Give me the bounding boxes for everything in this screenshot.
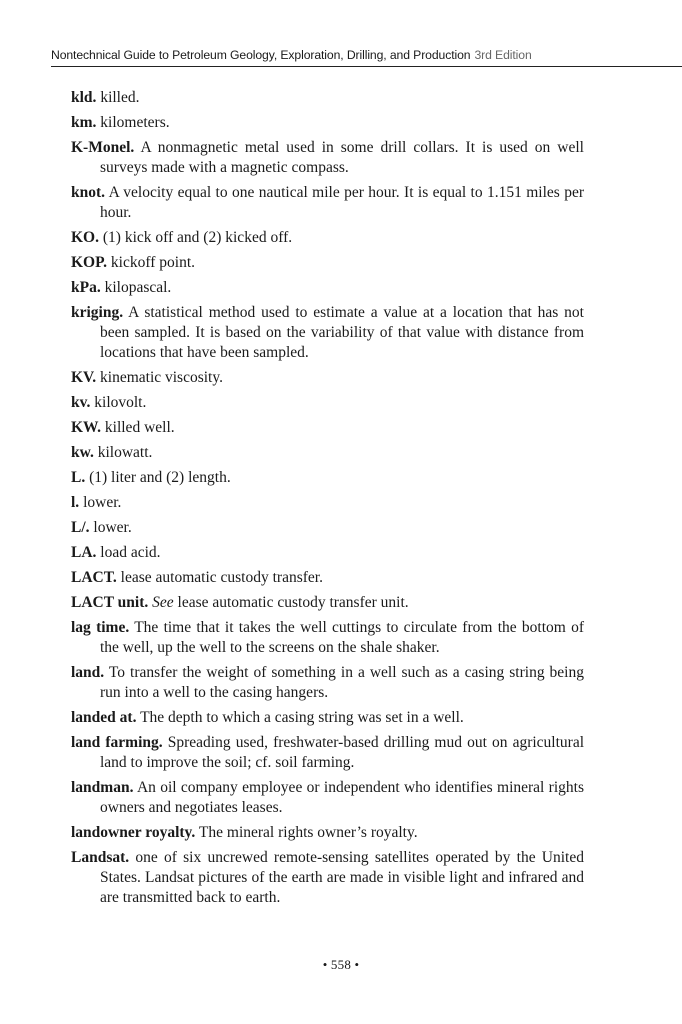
entry-definition: lower. <box>93 519 132 536</box>
entry-term: land farming. <box>71 734 163 751</box>
entry-term: land. <box>71 664 105 681</box>
book-title: Nontechnical Guide to Petroleum Geology, Exploration, Drilling, and Production <box>51 48 471 62</box>
entry-term: kriging. <box>71 304 124 321</box>
glossary-entry <box>71 778 584 818</box>
entry-definition: The depth to which a casing string was set in a well. <box>140 709 464 726</box>
entry-term: km. <box>71 114 97 131</box>
glossary-entry <box>71 183 584 223</box>
running-header <box>51 46 682 67</box>
glossary-entry <box>71 303 584 363</box>
entry-term: kld. <box>71 89 97 106</box>
glossary-entry <box>71 138 584 178</box>
entry-term: LACT unit. <box>71 594 149 611</box>
entry-term: K-Monel. <box>71 139 135 156</box>
entry-term: Landsat. <box>71 849 130 866</box>
entry-definition: killed well. <box>104 419 175 436</box>
entry-definition: (1) kick off and (2) kicked off. <box>102 229 293 246</box>
entry-definition: A statistical method used to estimate a value at a location that has not been sampled. It is based on the variability of that value with distance from locations that have been sampled. <box>100 304 584 361</box>
entry-term: kv. <box>71 394 91 411</box>
entry-definition: lease automatic custody transfer. <box>120 569 323 586</box>
glossary-entry <box>71 848 584 908</box>
entry-definition: Spreading used, freshwater-based drilling mud out on agricultural land to improve the soil; cf. soil farming. <box>100 734 585 771</box>
entry-term: L/. <box>71 519 90 536</box>
entry-definition: kilowatt. <box>97 444 153 461</box>
entry-definition: one of six uncrewed remote-sensing satellites operated by the United States. Landsat pictures of the earth are made in visible light and infrared and are transmitted back to earth. <box>100 849 584 906</box>
entry-definition: kickoff point. <box>110 254 196 271</box>
entry-term: landman. <box>71 779 134 796</box>
entry-definition: kilopascal. <box>104 279 172 296</box>
glossary-entry <box>71 443 584 463</box>
glossary-entry <box>71 663 584 703</box>
glossary-entry <box>71 88 584 108</box>
entry-term: L. <box>71 469 86 486</box>
glossary-entry <box>71 543 584 563</box>
entry-definition: load acid. <box>100 544 161 561</box>
entry-term: KO. <box>71 229 99 246</box>
glossary-entry <box>71 708 584 728</box>
entry-term: KW. <box>71 419 102 436</box>
glossary-entry <box>71 113 584 133</box>
see-reference: See <box>152 594 174 611</box>
entry-term: KOP. <box>71 254 108 271</box>
entry-definition: (1) liter and (2) length. <box>89 469 231 486</box>
glossary-entry <box>71 823 584 843</box>
glossary-entry <box>71 568 584 588</box>
entry-term: kw. <box>71 444 94 461</box>
entry-definition: The time that it takes the well cuttings to circulate from the bottom of the well, up the well to the screens on the shale shaker. <box>100 619 584 656</box>
glossary-entry <box>71 253 584 273</box>
entry-term: landowner royalty. <box>71 824 196 841</box>
glossary-entry <box>71 228 584 248</box>
entry-definition: To transfer the weight of something in a well such as a casing string being run into a well to the casing hangers. <box>100 664 584 701</box>
entry-term: LACT. <box>71 569 117 586</box>
entry-definition: kilometers. <box>100 114 170 131</box>
entry-definition: kinematic viscosity. <box>100 369 223 386</box>
entry-term: KV. <box>71 369 97 386</box>
glossary-entry <box>71 618 584 658</box>
entry-term: LA. <box>71 544 97 561</box>
entry-definition: The mineral rights owner’s royalty. <box>198 824 418 841</box>
glossary-entry <box>71 418 584 438</box>
entry-definition: A velocity equal to one nautical mile per hour. It is equal to 1.151 miles per hour. <box>100 184 584 221</box>
entry-definition: A nonmagnetic metal used in some drill collars. It is used on well surveys made with a magnetic compass. <box>100 139 584 176</box>
entry-term: knot. <box>71 184 106 201</box>
entry-term: kPa. <box>71 279 101 296</box>
glossary-entry <box>71 493 584 513</box>
glossary-entry <box>71 593 584 613</box>
edition-label: 3rd Edition <box>474 48 532 62</box>
entry-term: l. <box>71 494 80 511</box>
glossary-entry <box>71 368 584 388</box>
entry-definition: kilovolt. <box>94 394 147 411</box>
glossary-entry <box>71 733 584 773</box>
entry-term: lag time. <box>71 619 130 636</box>
entry-definition: lower. <box>83 494 122 511</box>
glossary-entry <box>71 468 584 488</box>
page-number: • 558 • <box>322 957 360 972</box>
glossary-entries <box>71 88 584 913</box>
entry-definition: lease automatic custody transfer unit. <box>177 594 409 611</box>
glossary-entry <box>71 518 584 538</box>
entry-definition: killed. <box>100 89 140 106</box>
entry-definition: An oil company employee or independent who identifies mineral rights owners and negotiates leases. <box>100 779 584 816</box>
glossary-entry <box>71 278 584 298</box>
entry-term: landed at. <box>71 709 137 726</box>
glossary-entry <box>71 393 584 413</box>
